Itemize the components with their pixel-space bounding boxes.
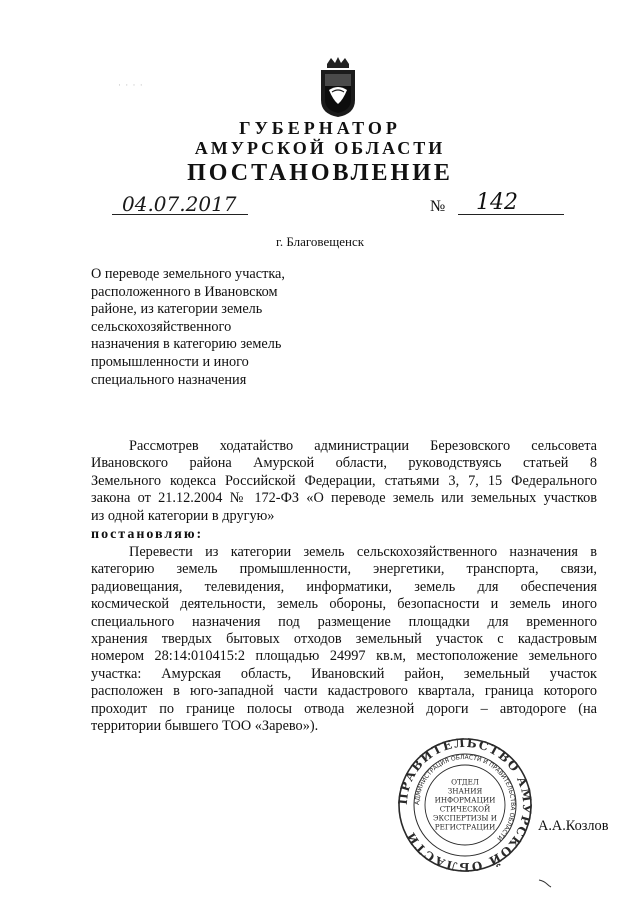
header-governor: ГУБЕРНАТОР: [239, 118, 401, 138]
subject-line: специального назначения: [91, 371, 247, 388]
preamble-line: из одной категории в другую»: [91, 507, 275, 524]
document-title: ПОСТАНОВЛЕНИЕ: [187, 160, 453, 186]
subject-line: расположенного в Ивановском: [91, 283, 278, 300]
stamp-center-line: РЕГИСТРАЦИИ: [434, 822, 496, 832]
coat-of-arms-emblem: [317, 56, 359, 118]
preamble-line: закона от 21.12.2004 № 172-ФЗ «О переводе земель или земельных участков: [91, 490, 597, 507]
document-subject: [91, 266, 351, 389]
svg-text:ПРАВИТЕЛЬСТВО АМУРСКОЙ ОБЛАСТИ: ПРАВИТЕЛЬСТВО АМУРСКОЙ ОБЛАСТИ: [396, 736, 534, 874]
city: г. Благовещенск: [275, 234, 365, 249]
stamp-center-line: ЭКСПЕРТИЗЫ И: [432, 813, 498, 823]
preamble-line: Ивановского района Амурской области, руководствуясь статьей 8: [91, 455, 597, 472]
subject-line: назначения в категорию земель: [91, 336, 282, 353]
decision-line: номером 28:14:010415:2 площадью 24997 кв.м, местоположение земельного: [91, 648, 597, 665]
preamble-line: Рассмотрев ходатайство администрации Березовского сельсовета: [129, 438, 597, 454]
signer-name: А.А.Козлов: [538, 818, 609, 834]
document-number: 142: [476, 190, 518, 215]
subject-line: районе, из категории земель: [91, 301, 263, 318]
decision-line: расположен в юго-западной части кадастрового квартала, граница которого: [91, 683, 597, 700]
stamp-center-line: ОТДЕЛ: [451, 777, 479, 787]
stamp-center-line: ЗНАНИЯ: [447, 786, 483, 796]
decision-line: Перевести из категории земель сельскохозяйственного назначения в: [129, 544, 597, 560]
subject-line: О переводе земельного участка,: [91, 266, 285, 282]
decision-line: хранения твердых бытовых отходов земельный участок с кадастровым: [91, 631, 597, 648]
stamp-center-line: СТИЧЕСКОЙ: [439, 804, 491, 814]
decision-line: космической деятельности, земель обороны, безопасности и земель иного: [91, 596, 597, 613]
official-stamp: [396, 736, 534, 874]
decision-line: специального назначения под размещение площадки для временного: [91, 613, 597, 630]
stamp-center-line: ИНФОРМАЦИИ: [434, 795, 496, 805]
preamble-line: Земельного кодекса Российской Федерации, статьями 3, 7, 15 Федерального: [91, 472, 597, 489]
decree-word: постановляю:: [91, 527, 204, 542]
svg-text:АДМИНИСТРАЦИЯ ОБЛАСТИ И ПРАВИТ: АДМИНИСТРАЦИЯ ОБЛАСТИ И ПРАВИТЕЛЬСТВА ОБЛАСТИ: [413, 753, 517, 842]
header-region: АМУРСКОЙ ОБЛАСТИ: [194, 138, 446, 158]
decision-line: участка: Амурская область, Ивановский район, земельный участок: [91, 665, 597, 682]
subject-line: сельскохозяйственного: [91, 318, 232, 335]
date-underline: [112, 214, 248, 215]
decision-line: радиовещания, телевидения, информатики, земель для обеспечения: [91, 578, 597, 595]
number-underline: [458, 214, 564, 215]
decision-line: территории бывшего ТОО «Зарево»).: [91, 718, 319, 735]
scan-artifact: · · · ·: [118, 80, 144, 90]
pen-mark: [538, 878, 552, 888]
document-date: 04.07.2017: [122, 192, 237, 216]
decision-line: проходит по границе полосы отвода железной дороги – автодороге (на: [91, 700, 597, 717]
decision-line: категорию земель промышленности, энергетики, транспорта, связи,: [91, 561, 597, 578]
decision-paragraph: [91, 544, 597, 735]
number-label: №: [430, 198, 446, 215]
preamble-paragraph: [91, 438, 597, 525]
subject-line: промышленности и иного: [91, 353, 249, 370]
